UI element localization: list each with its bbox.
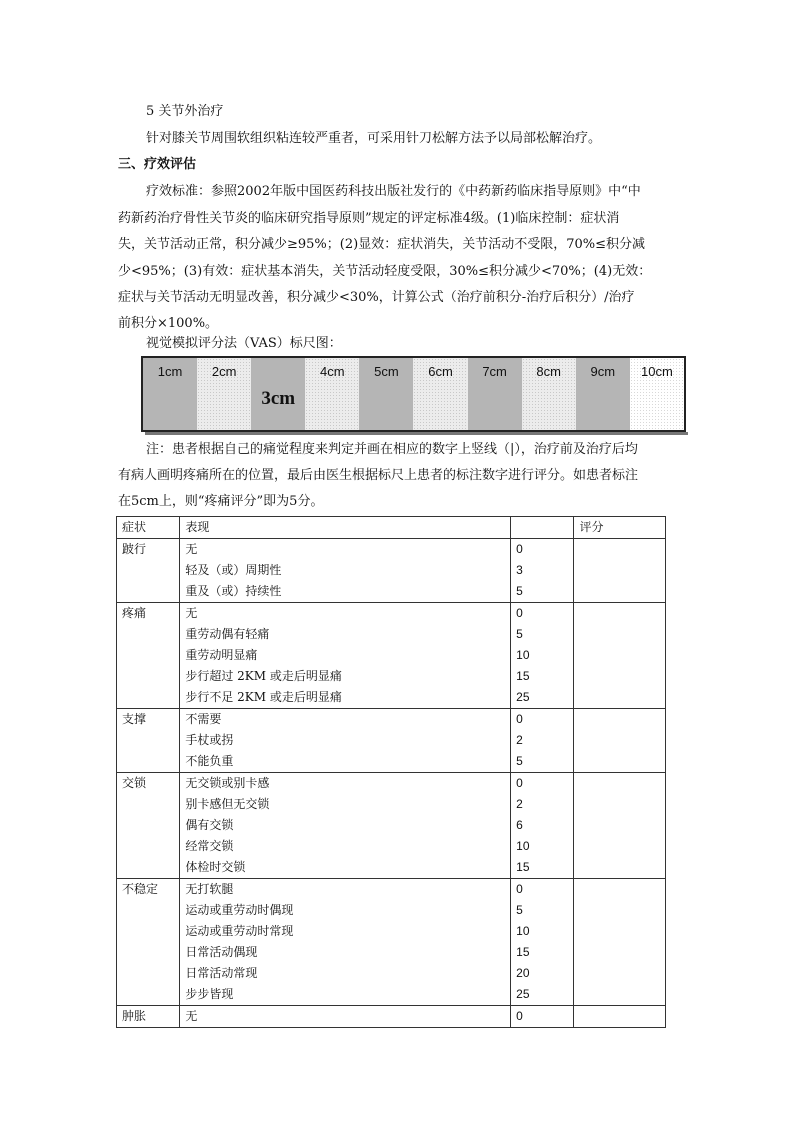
points-value: 0 xyxy=(516,1009,523,1023)
manifestation-item: 步行超过 2KM 或走后明显痛 xyxy=(185,669,342,683)
manifestation-item: 日常活动常现 xyxy=(185,966,258,980)
vas-segment-8 xyxy=(522,358,576,430)
table-row xyxy=(117,603,666,709)
vas-segment-7 xyxy=(468,358,522,430)
points-value: 3 xyxy=(516,563,523,577)
vas-segment-10 xyxy=(630,358,684,430)
vas-label-6: 6cm xyxy=(428,364,453,379)
manifestation-item: 运动或重劳动时常现 xyxy=(185,924,294,938)
manifestation-item: 体检时交锁 xyxy=(185,860,246,874)
points-value: 0 xyxy=(516,542,523,556)
table-header-row xyxy=(117,517,666,539)
vas-label-5: 5cm xyxy=(374,364,399,379)
section3-title: 三、疗效评估 xyxy=(118,157,197,172)
points-value: 0 xyxy=(516,712,523,726)
table-row xyxy=(117,539,666,603)
symptom-name: 跛行 xyxy=(122,542,147,556)
manifestation-item: 无交锁或别卡感 xyxy=(185,776,270,790)
points-value: 10 xyxy=(516,839,530,853)
vas-segment-9 xyxy=(576,358,630,430)
symptom-cell xyxy=(117,773,180,879)
manifestation-item: 轻及（或）周期性 xyxy=(185,563,282,577)
vas-label-7: 7cm xyxy=(482,364,507,379)
manifestation-item: 运动或重劳动时偶现 xyxy=(185,903,294,917)
points-value: 10 xyxy=(516,924,530,938)
manifestation-cell xyxy=(180,879,511,1006)
points-value: 5 xyxy=(516,754,523,768)
manifestation-item: 重劳动偶有轻痛 xyxy=(185,627,270,641)
vas-label-8: 8cm xyxy=(536,364,561,379)
manifestation-item: 步行不足 2KM 或走后明显痛 xyxy=(185,690,342,704)
table-body xyxy=(117,539,666,1028)
vas-segment-4 xyxy=(305,358,359,430)
manifestation-cell xyxy=(180,539,511,603)
points-value: 15 xyxy=(516,669,530,683)
points-cell xyxy=(511,1006,574,1028)
table-row xyxy=(117,773,666,879)
manifestation-item: 不能负重 xyxy=(185,754,234,768)
manifestation-item: 手杖或拐 xyxy=(185,733,234,747)
vas-segment-5 xyxy=(359,358,413,430)
vas-ruler-shadow xyxy=(145,432,688,435)
evaluation-cell xyxy=(574,603,666,709)
header-score: 评分 xyxy=(574,517,666,539)
manifestation-item: 日常活动偶现 xyxy=(185,945,258,959)
efficacy-line-6: 前积分×100%。 xyxy=(118,316,219,331)
symptom-name: 疼痛 xyxy=(122,606,147,620)
symptom-name: 不稳定 xyxy=(122,882,159,896)
efficacy-line-5: 症状与关节活动无明显改善，积分减少<30%，计算公式（治疗前积分-治疗后积分）/治疗 xyxy=(118,290,635,305)
manifestation-item: 偶有交锁 xyxy=(185,818,234,832)
points-cell xyxy=(511,709,574,773)
points-value: 0 xyxy=(516,606,523,620)
evaluation-cell xyxy=(574,879,666,1006)
manifestation-item: 不需要 xyxy=(185,712,222,726)
header-symptom: 症状 xyxy=(117,517,180,539)
manifestation-item: 别卡感但无交锁 xyxy=(185,797,270,811)
efficacy-line-2: 药新药治疗骨性关节炎的临床研究指导原则”规定的评定标准4级。(1)临床控制：症状消 xyxy=(118,211,620,226)
symptom-name: 交锁 xyxy=(122,776,147,790)
section5-body: 针对膝关节周围软组织粘连较严重者，可采用针刀松解方法予以局部松解治疗。 xyxy=(146,131,602,146)
section5-title: 5 关节外治疗 xyxy=(146,104,224,119)
efficacy-line-4: 少<95%；(3)有效：症状基本消失，关节活动轻度受限，30%≤积分减少<70%；(4)无效： xyxy=(118,264,652,279)
manifestation-item: 重劳动明显痛 xyxy=(185,648,258,662)
points-value: 6 xyxy=(516,818,523,832)
evaluation-cell xyxy=(574,709,666,773)
vas-note-line-2: 有病人画明疼痛所在的位置，最后由医生根据标尺上患者的标注数字进行评分。如患者标注 xyxy=(118,468,639,483)
header-manifestation: 表现 xyxy=(180,517,511,539)
points-value: 10 xyxy=(516,648,530,662)
vas-note-line-1: 注：患者根据自己的痛觉程度来判定并画在相应的数字上竖线（|），治疗前及治疗后均 xyxy=(146,442,638,457)
manifestation-item: 步步皆现 xyxy=(185,987,234,1001)
manifestation-item: 无 xyxy=(185,606,198,620)
vas-label-4: 4cm xyxy=(320,364,345,379)
points-cell xyxy=(511,879,574,1006)
manifestation-item: 无打软腿 xyxy=(185,882,234,896)
vas-label-10: 10cm xyxy=(640,364,673,379)
scoring-table xyxy=(116,516,666,1028)
symptom-cell xyxy=(117,1006,180,1028)
symptom-name: 肿胀 xyxy=(122,1009,147,1023)
points-cell xyxy=(511,603,574,709)
vas-label-3: 3cm xyxy=(261,388,296,409)
points-value: 25 xyxy=(516,690,530,704)
points-cell xyxy=(511,539,574,603)
table-row xyxy=(117,879,666,1006)
points-value: 5 xyxy=(516,903,523,917)
vas-segment-2 xyxy=(197,358,251,430)
symptom-cell xyxy=(117,603,180,709)
manifestation-item: 经常交锁 xyxy=(185,839,234,853)
manifestation-cell xyxy=(180,1006,511,1028)
points-cell xyxy=(511,773,574,879)
points-value: 0 xyxy=(516,776,523,790)
points-value: 0 xyxy=(516,882,523,896)
manifestation-cell xyxy=(180,603,511,709)
vas-ruler xyxy=(141,356,686,432)
vas-label-2: 2cm xyxy=(211,364,237,379)
manifestation-item: 重及（或）持续性 xyxy=(185,584,282,598)
points-value: 5 xyxy=(516,627,523,641)
points-value: 25 xyxy=(516,987,530,1001)
table-row xyxy=(117,709,666,773)
vas-segment-3 xyxy=(251,358,305,430)
efficacy-line-3: 失，关节活动正常，积分减少≥95%；(2)显效：症状消失，关节活动不受限，70%≤积分减 xyxy=(118,237,645,252)
points-value: 2 xyxy=(516,797,523,811)
symptom-cell xyxy=(117,709,180,773)
points-value: 15 xyxy=(516,860,530,874)
manifestation-item: 无 xyxy=(185,542,198,556)
evaluation-cell xyxy=(574,773,666,879)
vas-title: 视觉模拟评分法（VAS）标尺图： xyxy=(146,336,342,351)
vas-segment-1 xyxy=(143,358,197,430)
vas-segment-6 xyxy=(413,358,467,430)
vas-note-line-3: 在5cm上，则“疼痛评分”即为5分。 xyxy=(118,494,324,509)
header-points xyxy=(511,517,574,539)
manifestation-item: 无 xyxy=(185,1009,198,1023)
vas-label-1: 1cm xyxy=(157,364,183,379)
evaluation-cell xyxy=(574,1006,666,1028)
vas-label-9: 9cm xyxy=(590,364,616,379)
points-value: 15 xyxy=(516,945,530,959)
evaluation-cell xyxy=(574,539,666,603)
symptom-name: 支撑 xyxy=(122,712,147,726)
points-value: 2 xyxy=(516,733,523,747)
efficacy-line-1: 疗效标准：参照2002年版中国医药科技出版社发行的《中药新药临床指导原则》中“中 xyxy=(146,184,641,199)
manifestation-cell xyxy=(180,709,511,773)
points-value: 5 xyxy=(516,584,523,598)
points-value: 20 xyxy=(516,966,530,980)
manifestation-cell xyxy=(180,773,511,879)
table-row xyxy=(117,1006,666,1028)
symptom-cell xyxy=(117,879,180,1006)
symptom-cell xyxy=(117,539,180,603)
